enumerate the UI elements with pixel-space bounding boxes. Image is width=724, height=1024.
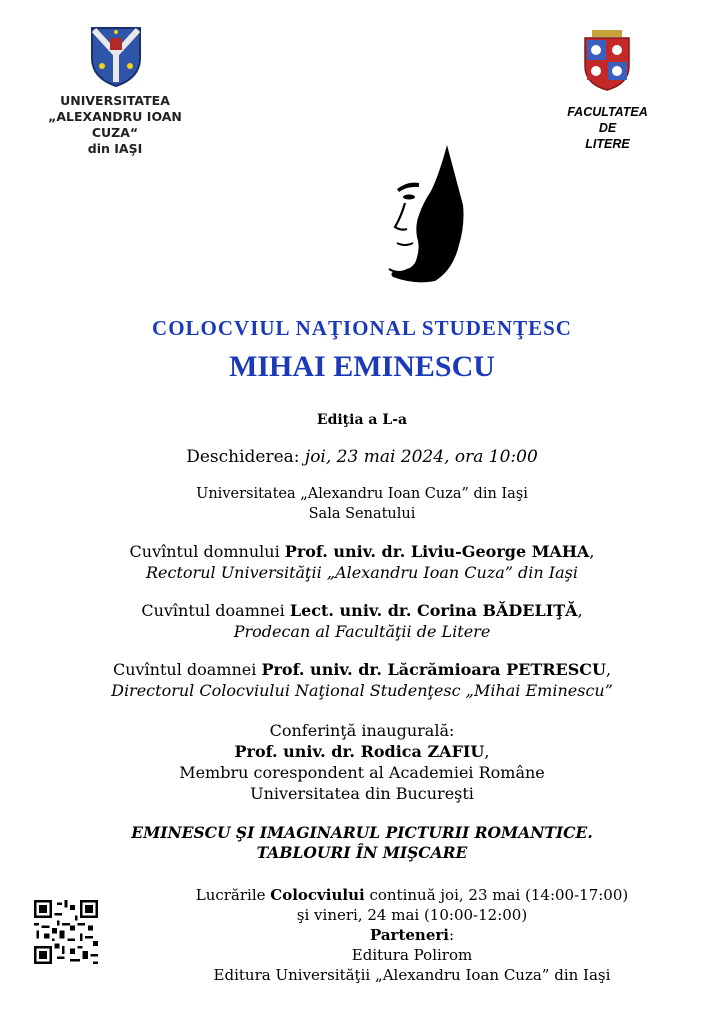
faculty-line: FACULTATEA [567,105,648,119]
speaker-name: Prof. univ. dr. Liviu-George MAHA [284,542,590,561]
lecture-title-line: TABLOURI ÎN MIŞCARE [256,843,468,862]
speech-intro: Cuvîntul domnului [129,542,285,561]
university-name [30,93,200,157]
works-rest: continuă joi, 23 mai (14:00-17:00) [364,886,629,904]
venue-line: Sala Senatului [308,506,416,522]
eminescu-portrait [385,145,465,285]
opening-label: Deschiderea: [186,447,305,467]
speech-suffix: , [577,601,583,620]
university-line: UNIVERSITATEA [60,93,170,108]
speaker-name: Prof. univ. dr. Lăcrămioara PETRESCU [261,660,606,679]
works-bold: Colocviului [270,886,365,904]
faculty-name [545,104,670,152]
faculty-crest-icon [582,30,632,92]
conference-affiliation: Membru corespondent al Academiei Române [179,763,545,782]
works-line: şi vineri, 24 mai (10:00-12:00) [296,906,528,924]
speaker-name: Lect. univ. dr. Corina BĂDELIŢĂ [289,601,578,620]
qr-code-icon [34,900,98,964]
faculty-line: DE [598,121,617,135]
edition: Ediţia a L-a [316,412,408,428]
university-line: „ALEXANDRU IOAN CUZA“ [48,109,182,140]
lecture-title-line: EMINESCU ŞI IMAGINARUL PICTURII ROMANTICE. [131,823,593,842]
event-subtitle: MIHAI EMINESCU [229,350,495,383]
speech-item [0,541,724,583]
speech-suffix: , [589,542,595,561]
lecture-title [0,823,724,863]
schedule-and-partners [100,885,724,985]
inaugural-conference [0,720,724,804]
conference-speaker: Prof. univ. dr. Rodica ZAFIU [234,742,485,761]
opening-date: joi, 23 mai 2024, ora 10:00 [304,447,538,467]
speech-item [0,659,724,701]
speech-intro: Cuvîntul doamnei [112,660,262,679]
conference-affiliation: Universitatea din Bucureşti [250,784,474,803]
venue-line: Universitatea „Alexandru Ioan Cuza” din Iaşi [196,486,528,502]
speaker-role: Prodecan al Facultăţii de Litere [233,622,491,641]
partners-label: Parteneri [369,926,449,944]
speaker-role: Directorul Colocviului Naţional Studenţesc „Mihai Eminescu” [111,681,613,700]
speaker-role: Rectorul Universităţii „Alexandru Ioan Cuza” din Iaşi [146,563,578,582]
works-prefix: Lucrările [195,886,271,904]
partner-item: Editura Polirom [351,946,473,964]
partner-item: Editura Universităţii „Alexandru Ioan Cuza” din Iaşi [213,966,611,984]
speech-suffix: , [605,660,612,679]
speech-intro: Cuvîntul doamnei [141,601,290,620]
conference-label: Conferinţă inaugurală: [269,721,455,740]
venue [0,484,724,524]
conference-speaker-suffix: , [484,742,490,761]
university-line: din IAŞI [87,141,143,156]
event-title: COLOCVIUL NAŢIONAL STUDENŢESC [152,316,572,340]
opening [0,447,724,467]
speech-item [0,600,724,642]
partners-label-suffix: : [448,926,455,944]
faculty-line: LITERE [585,137,630,151]
university-crest-icon [88,24,144,88]
